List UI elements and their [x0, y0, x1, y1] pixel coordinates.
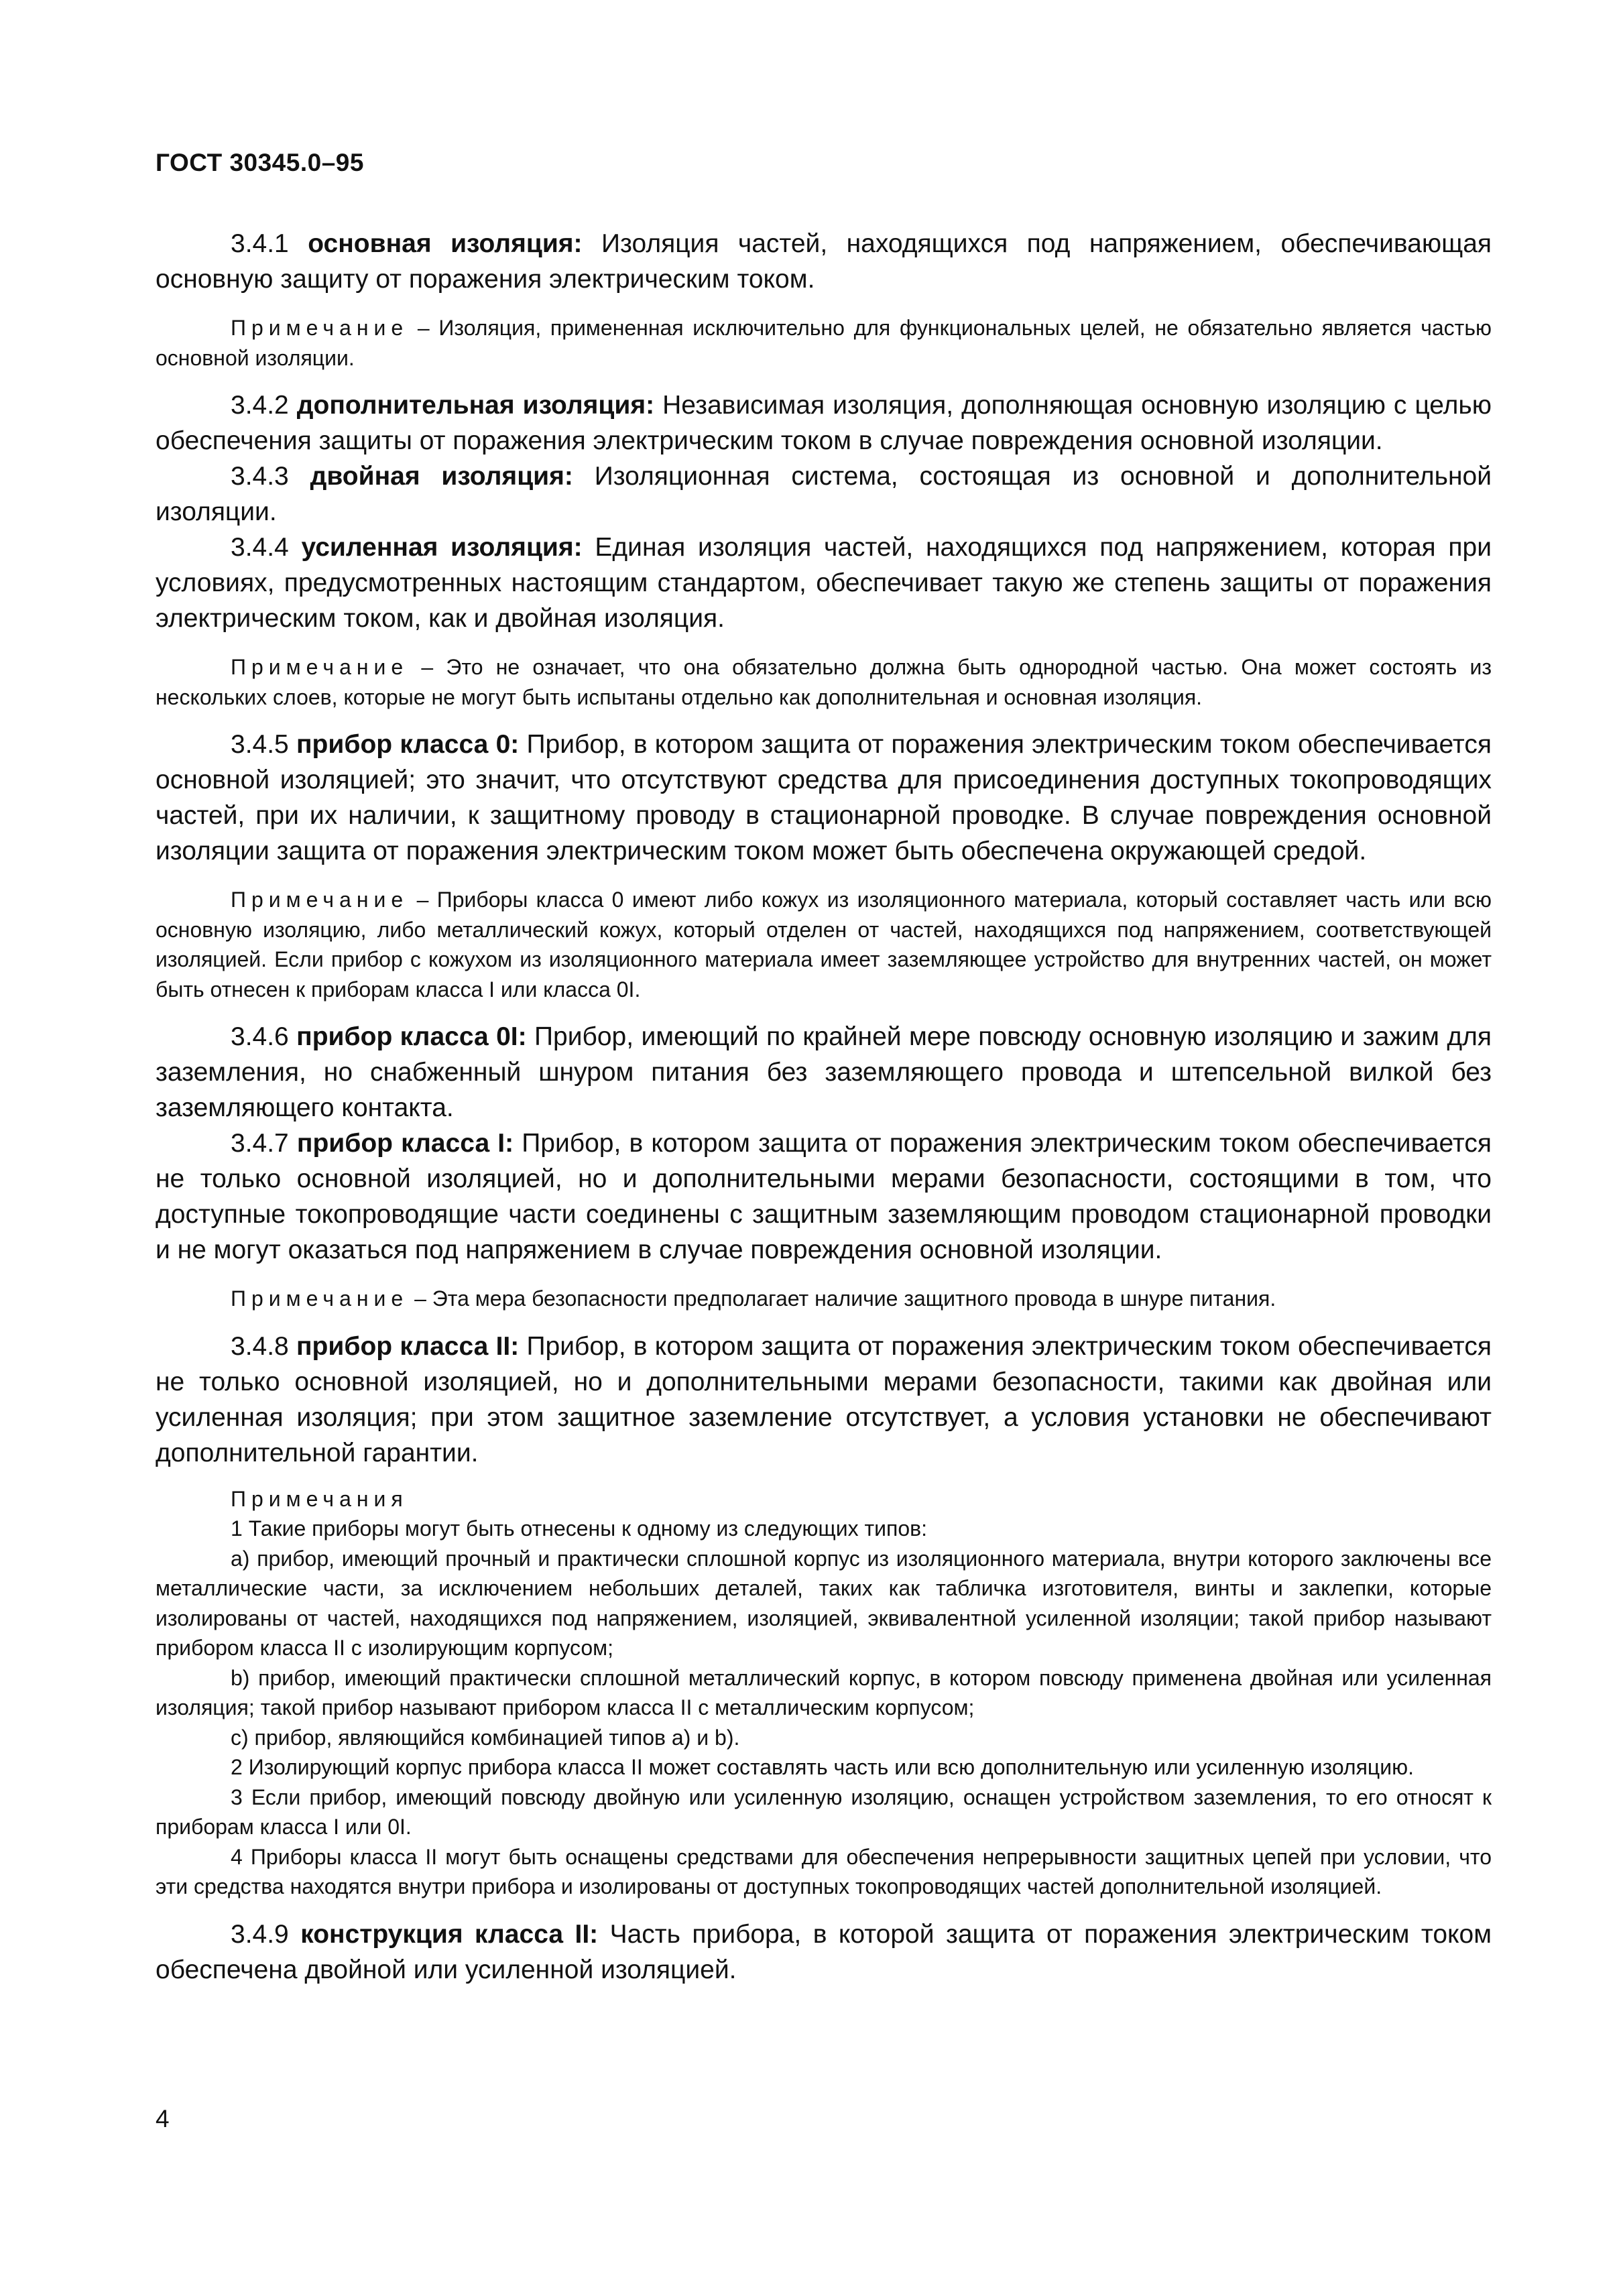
clause-term: двойная изоляция:	[310, 462, 573, 491]
clause-number: 3.4.1	[231, 229, 289, 258]
clause-3-4-6	[156, 1019, 1492, 1126]
clause-3-4-4	[156, 530, 1492, 636]
clause-number: 3.4.5	[231, 730, 289, 759]
note-prefix: Примечание	[231, 316, 409, 340]
note-prefix: Примечание	[231, 655, 409, 679]
clause-term: основная изоляция:	[308, 229, 583, 258]
clause-3-4-7	[156, 1126, 1492, 1268]
clause-text: Прибор, в котором защита от поражения электрическим током обеспечивается не только основной изоляцией, но и дополнительными мерами безопасности, состоящими в том, что доступные токопроводящие части соединены с защитным заземляющим проводом стационарной проводки и не могут оказаться под напряжением в случае повреждения основной изоляции.	[156, 1129, 1492, 1264]
clause-term: прибор класса 0I:	[296, 1022, 527, 1051]
clause-text: Единая изоляция частей, находящихся под напряжением, которая при условиях, предусмотренных настоящим стандартом, обеспечивает такую же степень защиты от поражения электрическим током, как и двойная изоляция.	[156, 533, 1492, 633]
notes-title: Примечания	[231, 1486, 408, 1511]
document-body	[156, 226, 1492, 1988]
document-code-header: ГОСТ 30345.0–95	[156, 149, 364, 176]
clause-number: 3.4.6	[231, 1022, 289, 1051]
clause-number: 3.4.8	[231, 1331, 289, 1361]
clause-3-4-3	[156, 459, 1492, 530]
page-number: 4	[156, 2105, 170, 2132]
notes-block-3-4-8	[156, 1484, 1492, 1902]
clause-3-4-1	[156, 226, 1492, 297]
clause-text: Независимая изоляция, дополняющая основную изоляцию с целью обеспечения защиты от поражения электрическим током в случае повреждения основной изоляции.	[156, 391, 1492, 455]
note-text: – Эта мера безопасности предполагает наличие защитного провода в шнуре питания.	[408, 1286, 1276, 1311]
note-line: b) прибор, имеющий практически сплошной металлический корпус, в котором повсюду применена двойная или усиленная изоляция; такой прибор называют прибором класса II с металлическим корпусом;	[156, 1665, 1492, 1719]
clause-text: Прибор, в котором защита от поражения электрическим током обеспечивается не только основной изоляцией, но и дополнительными мерами безопасности, такими как двойная или усиленная изоляция; при этом защитное заземление отсутствует, а условия установки не обеспечивают дополнительной гарантии.	[156, 1331, 1492, 1467]
note-3-4-5	[156, 885, 1492, 1004]
note-text: – Приборы класса 0 имеют либо кожух из изоляционного материала, который составляет часть или всю основную изоляцию, либо металлический кожух, который отделен от частей, находящихся под напряжением, соответствующей изоляцией. Если прибор с кожухом из изоляционного материала имеет заземляющее устройство для внутренних частей, он может быть отнесен к приборам класса I или класса 0I.	[156, 888, 1492, 1002]
clause-number: 3.4.7	[231, 1129, 289, 1158]
note-prefix: Примечание	[231, 1286, 409, 1311]
clause-term: конструкция класса II:	[300, 1919, 599, 1949]
clause-term: усиленная изоляция:	[301, 533, 583, 562]
clause-text: Прибор, в котором защита от поражения электрическим током обеспечивается основной изоляцией; это значит, что отсутствуют средства для присоединения доступных токопроводящих частей, при их наличии, к защитному проводу в стационарной проводке. В случае повреждения основной изоляции защита от поражения электрическим током может быть обеспечена окружающей средой.	[156, 730, 1492, 865]
note-line: 1 Такие приборы могут быть отнесены к одному из следующих типов:	[231, 1516, 927, 1540]
note-text: – Изоляция, примененная исключительно для функциональных целей, не обязательно является частью основной изоляции.	[156, 316, 1492, 370]
note-line: a) прибор, имеющий прочный и практически сплошной корпус из изоляционного материала, внутри которого заключены все металлические части, за исключением небольших деталей, таких как табличка изготовителя, винты и заклепки, которые изолированы от частей, находящихся под напряжением, изоляцией, эквивалентной усиленной изоляции; такой прибор называют прибором класса II с изолирующим корпусом;	[156, 1546, 1492, 1660]
clause-text: Изоляция частей, находящихся под напряжением, обеспечивающая основную защиту от поражения электрическим током.	[156, 229, 1492, 294]
note-prefix: Примечание	[231, 888, 409, 912]
note-line: 2 Изолирующий корпус прибора класса II может составлять часть или всю дополнительную или усиленную изоляцию.	[231, 1755, 1414, 1779]
clause-text: Прибор, имеющий по крайней мере повсюду основную изоляцию и зажим для заземления, но снабженный шнуром питания без заземляющего провода и штепсельной вилкой без заземляющего контакта.	[156, 1022, 1492, 1122]
note-line: 3 Если прибор, имеющий повсюду двойную или усиленную изоляцию, оснащен устройством заземления, то его относят к приборам класса I или 0I.	[156, 1785, 1492, 1839]
note-3-4-4	[156, 652, 1492, 712]
clause-3-4-9	[156, 1917, 1492, 1988]
clause-number: 3.4.4	[231, 533, 289, 562]
clause-term: прибор класса 0:	[296, 730, 520, 759]
clause-term: прибор класса II:	[296, 1331, 520, 1361]
clause-number: 3.4.9	[231, 1919, 289, 1949]
clause-3-4-8	[156, 1329, 1492, 1471]
note-line: 4 Приборы класса II могут быть оснащены средствами для обеспечения непрерывности защитных цепей при условии, что эти средства находятся внутри прибора и изолированы от доступных токопроводящих частей дополнительной изоляцией.	[156, 1844, 1492, 1898]
note-line: c) прибор, являющийся комбинацией типов a) и b).	[231, 1725, 740, 1750]
note-text: – Это не означает, что она обязательно должна быть однородной частью. Она может состоять из нескольких слоев, которые не могут быть испытаны отдельно как дополнительная и основная изоляция.	[156, 655, 1492, 709]
clause-3-4-5	[156, 727, 1492, 869]
clause-text: Часть прибора, в которой защита от поражения электрическим током обеспечена двойной или усиленной изоляцией.	[156, 1919, 1492, 1984]
clause-text: Изоляционная система, состоящая из основной и дополнительной изоляции.	[156, 462, 1492, 526]
note-3-4-7	[156, 1284, 1492, 1314]
clause-3-4-2	[156, 387, 1492, 459]
clause-term: дополнительная изоляция:	[296, 391, 655, 420]
note-3-4-1	[156, 313, 1492, 373]
clause-number: 3.4.3	[231, 462, 289, 491]
clause-term: прибор класса I:	[296, 1129, 514, 1158]
clause-number: 3.4.2	[231, 391, 289, 420]
